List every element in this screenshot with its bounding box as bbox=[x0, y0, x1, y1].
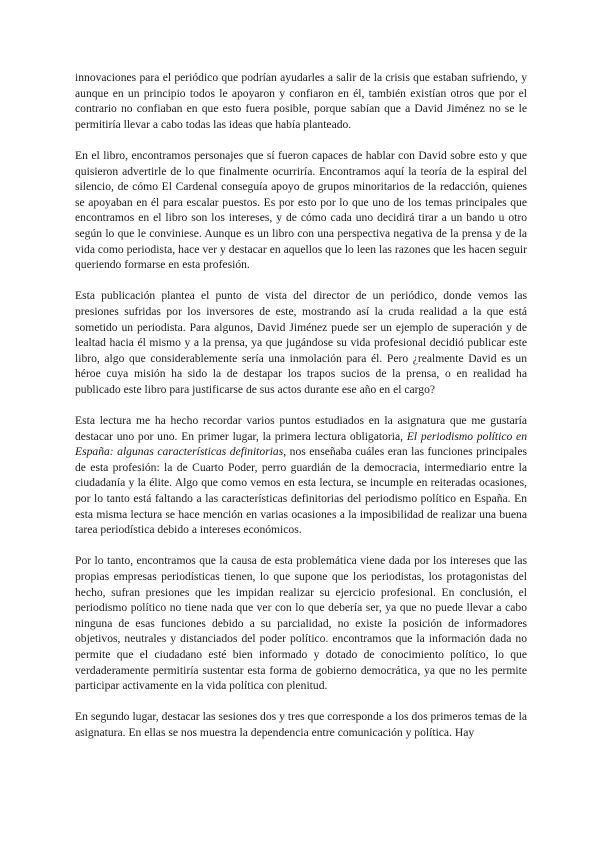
paragraph-4-lead: Esta lectura me ha hecho recordar varios puntos estudiados en la asignatura que me gustaría destacar uno por uno. En primer lugar, la primera lectura obligatoria, bbox=[75, 414, 527, 443]
paragraph-1: innovaciones para el periódico que podrían ayudarles a salir de la crisis que estaban sufriendo, y aunque en un principio todos le apoyaron y confiaron en él, también existían otros que por el contrario no confiaban en que esto fuera posible, porque sabían que a David Jiménez no se le permitiría llevar a cabo todas las ideas que había planteado. bbox=[75, 71, 527, 131]
paragraph-4-rest: , nos enseñaba cuáles eran las funciones principales de esta profesión: la de Cuarto Poder, perro guardián de la democracia, intermediario entre la ciudadanía y la élite. Algo que como vemos en esta lectura, se incumple en reiteradas ocasiones, por lo tanto está faltando a las características definitorias del periodismo político en España. En esta misma lectura se hace mención en varias ocasiones a la imposibilidad de realizar una buena tarea periodística debido a intereses económicos. bbox=[75, 445, 527, 537]
paragraph-3: Esta publicación plantea el punto de vista del director de un periódico, donde vemos las presiones sufridas por los inversores de este, mostrando así la cruda realidad a la que está sometido un periodista. Para algunos, David Jiménez puede ser un ejemplo de superación y de lealtad hacia él mismo y a la prensa, ya que jugándose su vida profesional decidió publicar este libro, algo que considerablemente sería una inmolación para él. Pero ¿realmente David es un héroe cuya misión ha sido la de destapar los trapos sucios de la prensa, o en realidad ha publicado este libro para justificarse de sus actos durante ese año en el cargo? bbox=[75, 289, 527, 396]
paragraph-4 bbox=[75, 413, 527, 538]
paragraph-5: Por lo tanto, encontramos que la causa de esta problemática viene dada por los intereses que las propias empresas periodísticas tienen, lo que supone que los periodistas, los protagonistas del hecho, sufran presiones que les impidan realizar su ejercicio profesional. En conclusión, el periodismo político no tiene nada que ver con lo que debería ser, ya que no puede llevar a cabo ninguna de esas funciones debido a su parcialidad, no existe la posición de informadores objetivos, neutrales y distanciados del poder político. encontramos que la información dada no permite que el ciudadano esté bien informado y dotado de conocimiento político, lo que verdaderamente permitiría sustentar esta forma de gobierno democrática, ya que no les permite participar activamente en la vida política con plenitud. bbox=[75, 554, 527, 693]
paragraph-2: En el libro, encontramos personajes que sí fueron capaces de hablar con David sobre esto y que quisieron advertirle de lo que finalmente ocurriría. Encontramos aquí la teoría de la espiral del silencio, de cómo El Cardenal conseguía apoyo de grupos minoritarios de la redacción, quienes se apoyaban en él para escalar puestos. Es por esto por lo que uno de los temas principales que encontramos en el libro son los intereses, y de cómo cada uno decidirá tirar a un bando u otro según lo que le conviniese. Aunque es un libro con una perspectiva negativa de la prensa y de la vida como periodista, hace ver y destacar en aquellos que lo leen las razones que les hacen seguir queriendo formarse en esta profesión. bbox=[75, 148, 527, 272]
body-text bbox=[75, 70, 527, 756]
paragraph-6: En segundo lugar, destacar las sesiones dos y tres que corresponde a los dos primeros temas de la asignatura. En ellas se nos muestra la dependencia entre comunicación y política. Hay bbox=[75, 710, 527, 739]
reading-title: El periodismo político en España: algunas características definitorias bbox=[75, 429, 527, 459]
